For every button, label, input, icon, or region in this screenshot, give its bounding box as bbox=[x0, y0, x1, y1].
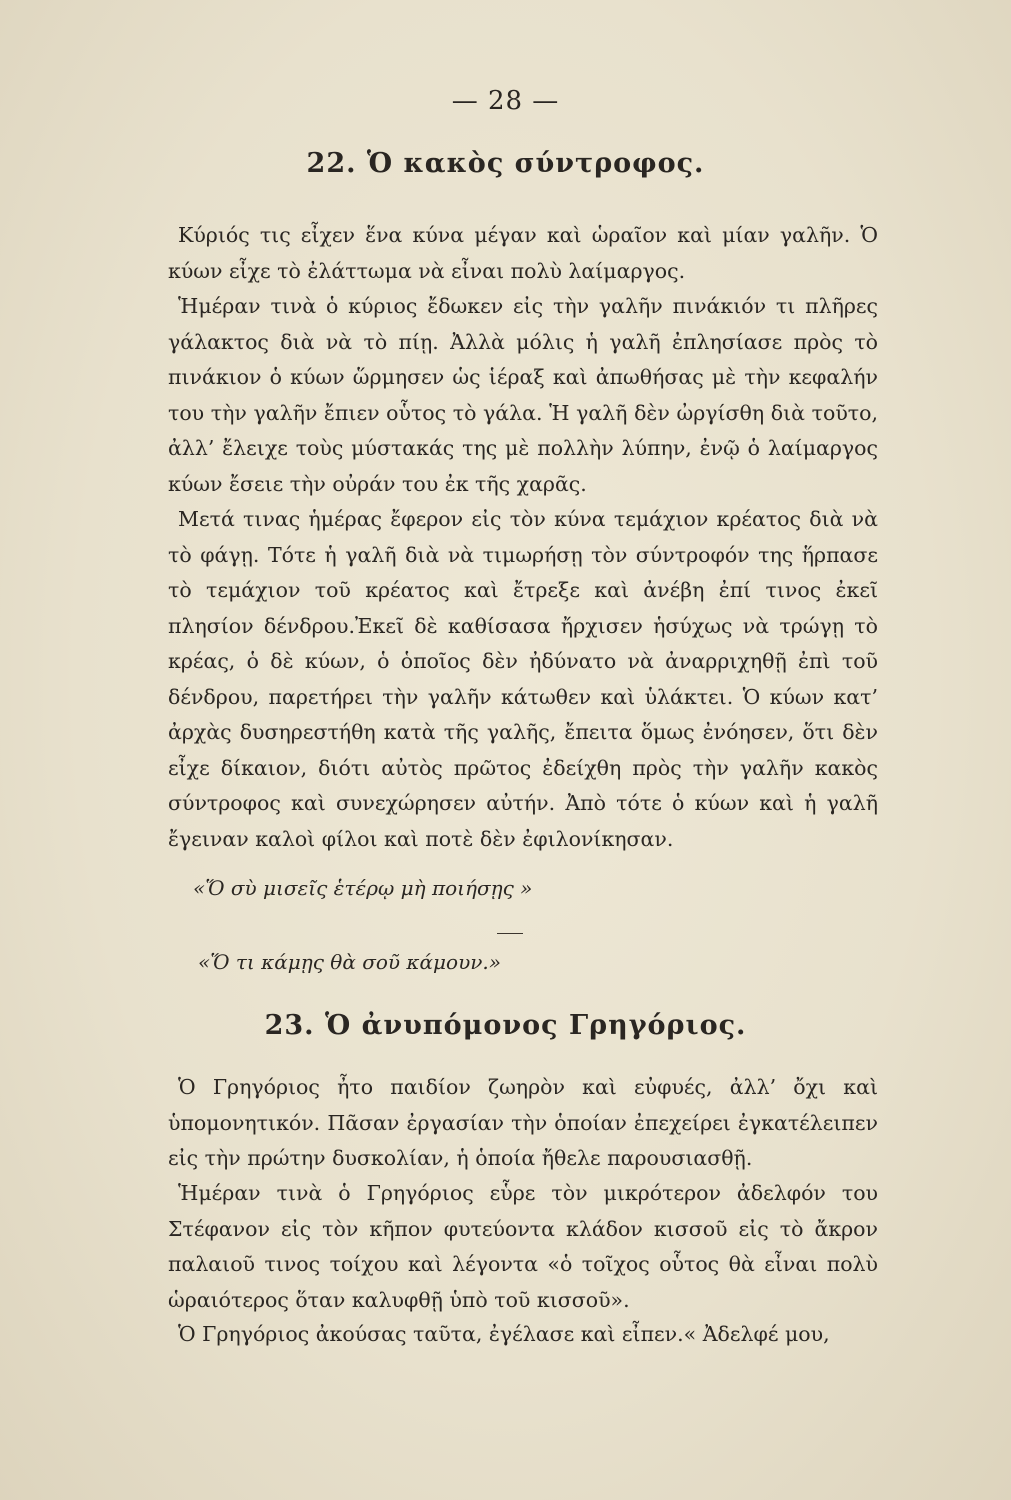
paragraph: Κύριός τις εἶχεν ἕνα κύνα μέγαν καὶ ὡραῖον καὶ μίαν γαλῆν. Ὁ κύων εἶχε τὸ ἐλάττωμα νὰ εἶναι πολὺ λαίμαργος. bbox=[168, 223, 878, 283]
proverb-quote: «Ὅ τι κάμῃς θὰ σοῦ κάμουν.» bbox=[198, 950, 501, 974]
proverb-quote: «Ὅ σὺ μισεῖς ἑτέρῳ μὴ ποιήσῃς » bbox=[193, 876, 533, 900]
paragraph: Ἡμέραν τινὰ ὁ κύριος ἔδωκεν εἰς τὴν γαλῆν πινάκιόν τι πλῆρες γάλακτος διὰ νὰ τὸ πίῃ. Ἀλλὰ μόλις ἡ γαλῆ ἐπλησίασε πρὸς τὸ πινάκιον ὁ κύων ὥρμησεν ὡς ἱέραξ καὶ ἀπωθήσας μὲ τὴν κεφαλήν του τὴν γαλῆν ἔπιεν οὗτος τὸ γάλα. Ἡ γαλῆ δὲν ὠργίσθη διὰ τοῦτο, ἀλλ’ ἔλειχε τοὺς μύστακάς της μὲ πολλὴν λύπην, ἐνῷ ὁ λαίμαργος κύων ἔσειε τὴν οὐράν του ἐκ τῆς χαρᾶς. bbox=[168, 294, 878, 496]
paragraph: Μετά τινας ἡμέρας ἔφερον εἰς τὸν κύνα τεμάχιον κρέατος διὰ νὰ τὸ φάγῃ. Τότε ἡ γαλῆ διὰ νὰ τιμωρήσῃ τὸν σύντροφόν της ἥρπασε τὸ τεμάχιον τοῦ κρέατος καὶ ἔτρεξε καὶ ἀνέβη ἐπί τινος ἐκεῖ πλησίον δένδρου.Ἐκεῖ δὲ καθίσασα ἤρχισεν ἡσύχως νὰ τρώγῃ τὸ κρέας, ὁ δὲ κύων, ὁ ὁποῖος δὲν ἠδύνατο νὰ ἀναρριχηθῇ ἐπὶ τοῦ δένδρου, παρετήρει τὴν γαλῆν κάτωθεν καὶ ὑλάκτει. Ὁ κύων κατ’ ἀρχὰς δυσηρεστήθη κατὰ τῆς γαλῆς, ἔπειτα ὅμως ἐνόησεν, ὅτι δὲν εἶχε δίκαιον, διότι αὐτὸς πρῶτος ἐδείχθη πρὸς τὴν γαλῆν κακὸς σύντροφος καὶ συνεχώρησεν αὐτήν. Ἀπὸ τότε ὁ κύων καὶ ἡ γαλῆ ἔγειναν καλοὶ φίλοι καὶ ποτὲ δὲν ἐφιλονίκησαν. bbox=[168, 507, 878, 851]
section-heading-22: 22. Ὁ κακὸς σύντροφος. bbox=[306, 148, 705, 179]
section-heading-23: 23. Ὁ ἀνυπόμονος Γρηγόριος. bbox=[264, 1010, 747, 1041]
page-number: — 28 — bbox=[451, 86, 560, 116]
paragraph: Ἡμέραν τινὰ ὁ Γρηγόριος εὗρε τὸν μικρότερον ἀδελφόν του Στέφανον εἰς τὸν κῆπον φυτεύοντα κλάδον κισσοῦ εἰς τὸ ἄκρον παλαιοῦ τινος τοίχου καὶ λέγοντα «ὁ τοῖχος οὗτος θὰ εἶναι πολὺ ὡραιότερος ὅταν καλυφθῇ ὑπὸ τοῦ κισσοῦ». bbox=[168, 1181, 878, 1312]
paragraph: Ὁ Γρηγόριος ἀκούσας ταῦτα, ἐγέλασε καὶ εἶπεν.« Ἀδελφέ μου, bbox=[178, 1322, 830, 1346]
divider bbox=[497, 933, 523, 934]
paragraph: Ὁ Γρηγόριος ἦτο παιδίον ζωηρὸν καὶ εὐφυές, ἀλλ’ ὄχι καὶ ὑπομονητικόν. Πᾶσαν ἐργασίαν τὴν ὁποίαν ἐπεχείρει ἐγκατέλειπεν εἰς τὴν πρώτην δυσκολίαν, ἡ ὁποία ἤθελε παρουσιασθῇ. bbox=[168, 1075, 878, 1170]
